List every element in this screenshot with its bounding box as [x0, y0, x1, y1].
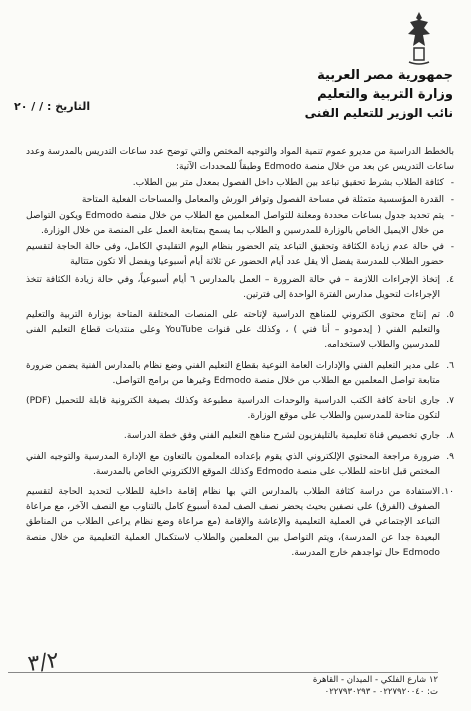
letter-body	[26, 145, 454, 566]
numbered-item	[26, 485, 454, 561]
item-text: تم إنتاج محتوى الكتروني للمناهج الدراسية لإتاحته على المنصات المختلفة المتاحة بوزارة التربية والتعليم والتعليم الفني ( إيدمودو – أنا فني ) ، وكذلك على قنوات YouTube وعلى منتديات قطاع التعليم الفنى للمدرسين والطلاب لاستخدامه.	[26, 310, 440, 351]
item-number: ٩.	[446, 451, 454, 462]
numbered-item	[26, 429, 454, 444]
item-text: جاري تخصيص قناة تعليمية بالتليفزيون لشرح مناهج التعليم الفني وفق خطة الدراسة.	[123, 431, 440, 442]
footer-address: ١٢ شارع الفلكي - الميدان - القاهرة	[312, 675, 438, 685]
criteria-item: - يتم تحديد جدول بساعات محددة ومعلنة للتواصل المعلمين مع الطلاب من خلال منصة Edmodo ويكون التواصل من خلال الايميل الخاص بالوزارة للمدرسين و الطلاب بما يسمح بمتابعة العمل على المنصة من خلال الوزارة.	[26, 209, 454, 239]
item-text: ضرورة مراجعة المحتوي الإلكتروني الذي يقوم بإعداده المعلمون بالتعاون مع الإدارة المدرسية والتوجيه الفني المختص قبل اتاحته للطلاب على منصة Edmodo وكذلك الموقع الالكتروني الخاص بالمدرسة.	[26, 451, 440, 477]
item-text: إتخاذ الإجراءات اللازمة – في حالة الضرورة – العمل بالمدارس ٦ أيام أسبوعياً، وفي حالة زيادة الكثافة تتخذ الإجراءات لتحويل مدارس الفترة الواحدة إلى فترتين.	[26, 274, 441, 300]
date-field: التاريخ : / / ٢٠	[14, 100, 91, 113]
numbered-item	[26, 359, 454, 389]
item-text: الاستفادة من دراسة كثافة الطلاب بالمدارس التي بها نظام إقامة داخلية للطلاب لتحديد الحاجة لتقسيم الصفوف (الفرق) على نصفين بحيث يحضر نصف الصف لمدة أسبوع كامل بالتناوب مع النصف الآخر، مع مراعاة التباعد الإجتماعي في العملية التعليمية والإعاشة والإقامة (مع مراعاة وضع نظام يراعى الطلاب من المناطق البعيدة جدا عن المدرسة)، ويتم التواصل بين المعلمين والطلاب لاستكمال العملية التعليمية من خلال منصة Edmodo حال تواجدهم خارج المدرسة.	[26, 487, 440, 558]
numbered-list	[26, 273, 454, 561]
handwritten-page-number: ٣/٢	[26, 647, 61, 678]
item-number: ٦.	[446, 360, 454, 371]
item-text: جارى اتاحة كافة الكتب الدراسية والوحدات الدراسية مطبوعة وكذلك بصيغة الكترونية قابلة للتحميل (PDF) لتكون متاحة للمدرسين والطلاب على موقع الوزارة.	[26, 396, 440, 422]
footer	[14, 672, 454, 708]
ministry-line-3: نائب الوزير للتعليم الفنى	[304, 106, 453, 120]
numbered-item	[26, 308, 454, 354]
ministry-name-block	[305, 66, 453, 122]
item-text: على مدير التعليم الفني والإدارات العامة النوعية بقطاع التعليم الفني وضع نظام بالمدارس الفنية يضمن ضرورة متابعة تواصل المعلمين مع الطلاب من خلال منصة Edmodo وغيرها من برامج التواصل.	[26, 360, 440, 386]
criteria-item: - القدرة المؤسسية متمثلة في مساحة الفصول وتوافر الورش والمعامل والمساحات الفعلية المتاحة	[26, 193, 454, 208]
criteria-list	[26, 176, 454, 270]
item-number: ٤.	[446, 274, 454, 285]
intro-paragraph: بالخطط الدراسية من مديرو عموم تنمية المواد والتوجيه المختص والتي توضح عدد ساعات التدريس بالمدرسة وعدد ساعات التدريس عن بعد من خلال منصة Edmodo وطبقاً للمحددات الآتية:	[26, 147, 454, 173]
numbered-item	[26, 394, 454, 424]
item-number: ٨.	[446, 431, 454, 442]
criteria-item: - كثافة الطلاب بشرط تحقيق تباعد بين الطلاب داخل الفصول بمعدل متر بين الطلاب.	[26, 176, 454, 191]
footer-divider	[8, 672, 438, 673]
footer-address-block	[313, 674, 438, 698]
numbered-item	[26, 273, 454, 303]
item-number: ١٠.	[441, 487, 454, 498]
criteria-item: - في حالة عدم زيادة الكثافة وتحقيق التباعد يتم الحضور بنظام اليوم التقليدي الكامل، وفى حالة الحاجة لتقسيم حضور الطلاب للمدرسة يفضل ألا يقل عدد أيام الحضور عن ثلاثة أيام أسبوعيا ويفضل ألا تكون متتالية	[26, 240, 454, 270]
numbered-item	[26, 450, 454, 480]
eagle-emblem-icon	[404, 8, 434, 68]
ministry-line-2: وزارة التربية والتعليم	[317, 87, 453, 102]
letterhead	[0, 0, 471, 135]
footer-phone: ت: ٠٢٢٧٩٢٠٠٤٠ - ٠٢٢٧٩٣٠٢٩٣	[324, 687, 438, 697]
item-number: ٧.	[446, 396, 454, 407]
ministry-line-1: جمهورية مصر العربية	[317, 68, 453, 83]
item-number: ٥.	[446, 310, 454, 321]
